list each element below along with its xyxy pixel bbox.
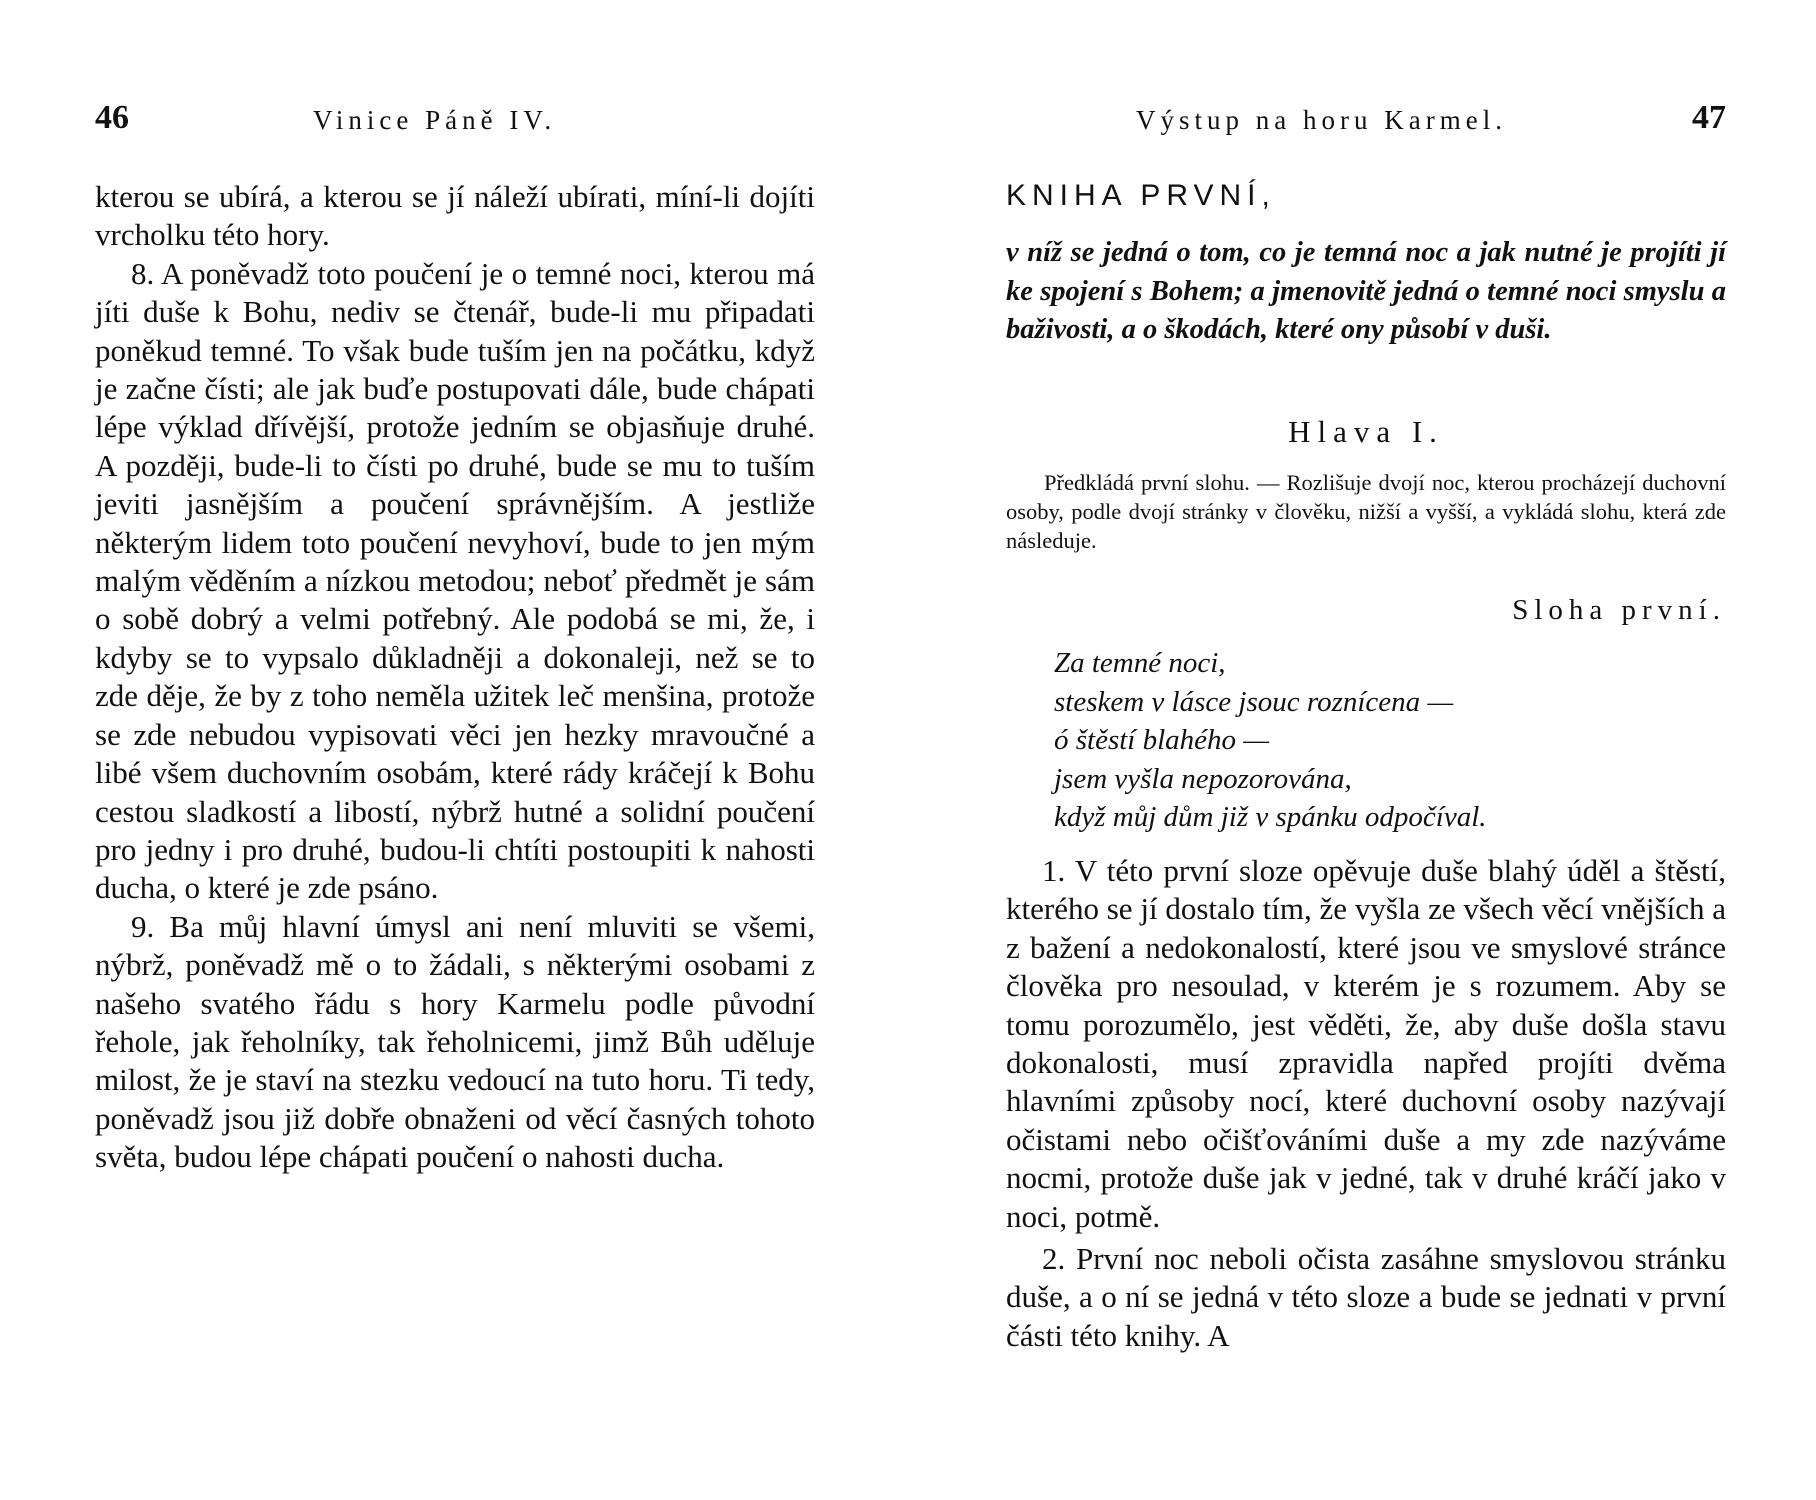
book-title: KNIHA PRVNÍ,: [1006, 179, 1276, 212]
left-paragraph-8: 8. A poněvadž toto poučení je o temné noci, kterou má jíti duše k Bohu, nediv se čtenář, bude-li mu připadati poněkud temné. To však bude tuším jen na počátku, když je začne čísti; ale jak buďe postupovati dále, bude chápati lépe výklad dřívější, protože jedním se objasňuje druhé. A později, bude-li to čísti po druhé, bude se mu to tuším jeviti jasnějším a poučení správnějším. A jestliže některým lidem toto poučení nevyhoví, bude to jen mým malým věděním a nízkou metodou; neboť předmět je sám o sobě dobrý a velmi potřebný. Ale podobá se mi, že, i kdyby se to vypsalo důkladněji a dokonaleji, než se to zde děje, že by z toho neměla užitek leč menšina, protože se zde nebudou vypisovati věci jen hezky mravoučné a libé všem duchovním osobám, které rády kráčejí k Bohu cestou sladkostí a libostí, nýbrž hutné a solidní poučení pro jedny i pro druhé, budou-li chtíti postoupiti k nahosti ducha, o které je zde psáno.: [95, 255, 815, 906]
right-paragraph-2: 2. První noc neboli očista zasáhne smyslovou stránku duše, a o ní se jedná v této sloze a bude se jednati v první části této knihy. A: [1006, 1241, 1726, 1353]
poem-line: jsem vyšla nepozorována,: [1054, 762, 1352, 795]
chapter-title: Hlava I.: [1288, 414, 1444, 449]
right-paragraph-1: 1. V této první sloze opěvuje duše blahý úděl a štěstí, kterého se jí dostalo tím, že vyšla ze všech věcí vnějších a z bažení a nedokonalostí, které jsou ve smyslové stránce člověka pro nesoulad, v kterém je s rozumem. Aby se tomu porozumělo, jest věděti, že, aby duše došla stavu dokonalosti, musí zpravidla napřed projíti dvěma hlavními způsoby nocí, které duchovní osoby nazývají očistami nebo očišťováními duše a my zde nazýváme nocmi, protože duše jak v jedné, tak v druhé kráčí jako v noci, potmě.: [1006, 853, 1726, 1234]
stanza-heading: Sloha první.: [1512, 594, 1726, 626]
left-page-number: 46: [95, 99, 129, 136]
poem-line: když můj dům již v spánku odpočíval.: [1054, 801, 1487, 833]
left-running-head: [95, 98, 815, 138]
poem-stanza: [1054, 644, 1714, 837]
poem-line: Za temné noci,: [1054, 647, 1226, 679]
left-running-title: Vinice Páně IV.: [313, 105, 557, 135]
poem-line: ó štěstí blahého —: [1054, 724, 1270, 756]
right-running-head: [1006, 98, 1726, 138]
book-subtitle: v níž se jedná o tom, co je temná noc a jak nutné je projíti jí ke spojení s Bohem; a jmenovitě jedná o temné noci smyslu a baživosti, a o škodách, které ony působí v duši.: [1006, 237, 1726, 345]
left-paragraph-9: 9. Ba můj hlavní úmysl ani není mluviti se všemi, nýbrž, poněvadž mě o to žádali, s některými osobami z našeho svatého řádu s hory Karmelu podle původní řehole, jak řeholníky, tak řeholnicemi, jimž Bůh uděluje milost, že je staví na stezku vedoucí na tuto horu. Ti tedy, poněvadž jsou již dobře obnaženi od věcí časných tohoto světa, budou lépe chápati poučení o nahosti ducha.: [95, 908, 815, 1175]
right-page-number: 47: [1692, 99, 1726, 136]
left-paragraph-continued: kterou se ubírá, a kterou se jí náleží ubírati, míní-li dojíti vrcholku této hory.: [95, 179, 815, 253]
right-running-title: Výstup na horu Karmel.: [1136, 105, 1507, 135]
poem-line: steskem v lásce jsouc roznícena —: [1054, 685, 1454, 718]
left-body-text: [95, 178, 815, 1177]
right-body-text: [1006, 852, 1726, 1355]
chapter-summary: Předkládá první slohu. — Rozlišuje dvojí noc, kterou procházejí duchovní osoby, podle dvojí stránky v člověku, nižší a vyšší, a vykládá slohu, která zde následuje.: [1006, 470, 1726, 553]
